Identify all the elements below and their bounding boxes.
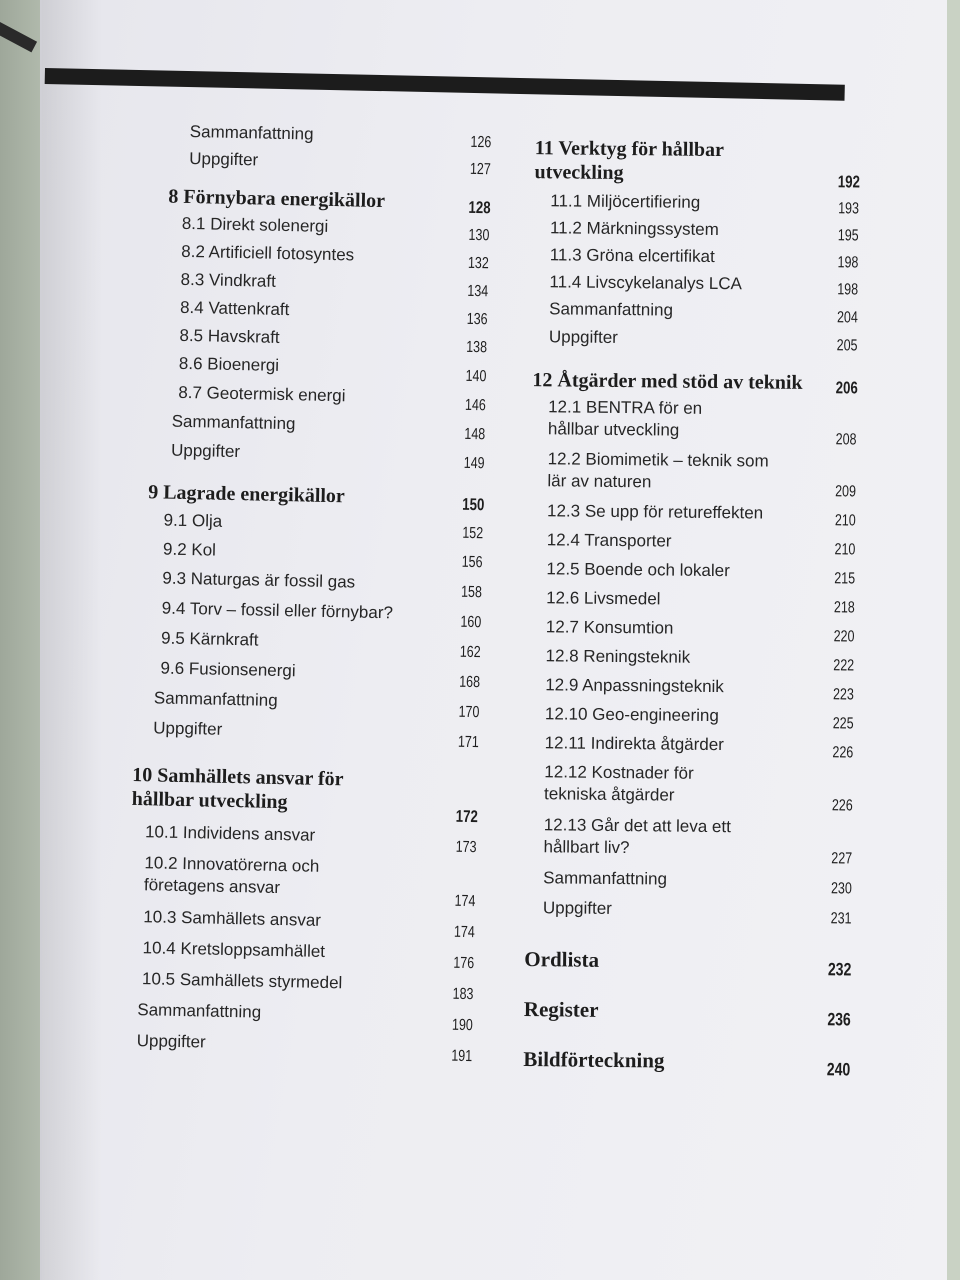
toc-entry-uppgifter (129, 717, 480, 754)
toc-entry-title: 8.4 Vattenkraft (179, 297, 290, 320)
toc-page-number: 236 (827, 1009, 851, 1030)
toc-entry-title: Uppgifter (548, 327, 618, 347)
toc-entry-title: 11.3 Gröna elcertifikat (549, 245, 715, 266)
toc-page-number: 215 (834, 570, 856, 588)
toc-page-number: 193 (838, 200, 860, 218)
toc-entry-title: 12.6 Livsmedel (546, 588, 661, 609)
toc-entry-title: 12 Åtgärder med stöd av teknik (532, 369, 803, 394)
toc-page-number: 190 (452, 1016, 474, 1035)
toc-page-number: 170 (458, 703, 480, 722)
toc-entry-title: 9.5 Kärnkraft (160, 628, 259, 650)
toc-entry-title: 8.5 Havskraft (179, 325, 280, 347)
toc-entry-title: 12.11 Indirekta åtgärder (544, 733, 724, 755)
toc-entry-title: 12.2 Biomimetik – teknik som lär av naturen (547, 449, 769, 492)
toc-right-column (515, 136, 860, 1080)
toc-page-number: 192 (837, 172, 860, 192)
toc-page-number: 140 (465, 367, 487, 386)
toc-entry-11-2-markningssystem (524, 217, 859, 248)
toc-page-number: 210 (835, 512, 857, 530)
toc-entry-title: 12.10 Geo-engineering (544, 704, 719, 726)
toc-entry-title: 9.1 Olja (163, 510, 223, 531)
toc-entry-title: 12.5 Boende och lokaler (546, 559, 730, 581)
toc-page-number: 132 (468, 254, 490, 273)
toc-entry-title: 11.2 Märkningssystem (549, 218, 719, 240)
toc-page-number: 227 (831, 850, 853, 868)
toc-entry-title: Uppgifter (189, 148, 259, 170)
toc-page-number: 174 (454, 923, 476, 942)
toc-page-number: 226 (832, 744, 854, 762)
toc-entry-title: 8 Förnybara energikällor (168, 185, 386, 213)
toc-page-number: 160 (460, 613, 482, 632)
toc-page-number: 168 (459, 673, 481, 692)
toc-page-number: 174 (454, 892, 476, 911)
toc-page-number: 150 (461, 494, 485, 515)
toc-entry-title: 8.2 Artificiell fotosyntes (181, 241, 355, 265)
toc-entry-title: 12.8 Reningsteknik (545, 646, 691, 667)
toc-page-number: 226 (832, 797, 854, 815)
toc-entry-title: 10 Samhällets ansvar för hållbar utveckling (131, 763, 344, 814)
toc-entry-title: 9.6 Fusionsenergi (160, 658, 296, 681)
toc-page-number: 138 (466, 338, 488, 357)
toc-entry-12-5-boende-och-lokaler (520, 558, 855, 591)
toc-page-number: 146 (465, 396, 487, 415)
toc-entry-title: 10.1 Individens ansvar (144, 822, 316, 845)
toc-entry-title: Sammanfattning (171, 411, 296, 434)
toc-entry-title: 12.12 Kostnader för tekniska åtgärder (544, 762, 694, 805)
toc-page-number: 172 (455, 806, 478, 827)
toc-entry-title: 12.3 Se upp för retureffekten (546, 501, 764, 523)
toc-entry-title: 12.7 Konsumtion (545, 617, 674, 638)
toc-entry-title: 9.4 Torv – fossil eller förnybar? (161, 598, 394, 623)
toc-entry-sammanfattning (523, 298, 858, 330)
toc-page-number: 156 (461, 553, 483, 572)
toc-page-number: 205 (836, 337, 858, 355)
toc-page-number: 176 (453, 954, 475, 973)
toc-page-number: 128 (467, 197, 491, 218)
toc-entry-title: 10.5 Samhällets styrmedel (141, 969, 343, 993)
toc-page-number: 173 (455, 838, 478, 857)
toc-entry-title: 12.13 Går det att leva ett hållbart liv? (543, 815, 732, 858)
toc-heading-11-verktyg-for-hallbar (524, 136, 860, 194)
toc-entry-12-7-konsumtion (520, 616, 855, 649)
toc-entry-12-1-bentra-for-en (522, 396, 858, 452)
toc-page-number: 171 (458, 733, 480, 752)
toc-entry-title: 8.3 Vindkraft (180, 269, 276, 291)
toc-entry-title: Sammanfattning (137, 1000, 262, 1022)
toc-page-number: 130 (468, 226, 490, 245)
toc-entry-11-3-grona-elcertifikat (524, 244, 859, 275)
toc-page-number: 134 (467, 282, 489, 301)
toc-page-number: 198 (837, 254, 859, 272)
toc-entry-title: Uppgifter (170, 440, 241, 462)
spine-shadow (42, 0, 102, 1280)
toc-page-number: 220 (833, 628, 855, 646)
toc-entry-title: 8.7 Geotermisk energi (178, 382, 346, 406)
toc-entry-title: Uppgifter (136, 1031, 206, 1052)
toc-entry-title: 10.4 Kretsloppsamhället (142, 938, 326, 962)
toc-entry-title: Ordlista (524, 947, 600, 972)
toc-entry-title: 8.6 Bioenergi (178, 353, 280, 375)
toc-page-number: 162 (459, 643, 482, 662)
toc-entry-12-3-se-upp-for-retureffekten (521, 500, 856, 533)
toc-page-number: 148 (464, 425, 486, 444)
toc-page-number: 232 (827, 959, 852, 980)
toc-entry-title: Sammanfattning (543, 868, 668, 889)
toc-entry-uppgifter (523, 326, 858, 358)
toc-entry-12-4-transporter (521, 529, 856, 562)
toc-heading-10-samhallets-ansvar-for (127, 763, 478, 828)
toc-page-number: 204 (837, 309, 859, 327)
toc-page-number: 225 (832, 715, 854, 733)
toc-entry-title: Uppgifter (153, 718, 223, 739)
toc-page-number: 136 (466, 310, 489, 329)
toc-heading-ordlista (516, 947, 851, 981)
toc-page-number: 152 (462, 524, 484, 543)
toc-entry-12-10-geo-engineering (519, 703, 854, 736)
toc-page-number: 149 (463, 454, 486, 473)
toc-entry-12-8-reningsteknik (519, 645, 854, 678)
toc-entry-title: Sammanfattning (189, 122, 314, 144)
toc-left-column (122, 120, 492, 1068)
toc-entry-12-11-indirekta-atgarder (518, 732, 853, 765)
toc-page-number: 210 (834, 541, 856, 559)
toc-entry-title: 12.4 Transporter (546, 530, 672, 551)
toc-entry-title: Sammanfattning (153, 688, 278, 710)
toc-entry-title: Uppgifter (542, 898, 612, 918)
toc-page-number: 198 (837, 281, 859, 299)
toc-entry-title: 9.2 Kol (162, 539, 217, 560)
toc-entry-title: 12.9 Anpassningsteknik (545, 675, 724, 697)
toc-entry-12-6-livsmedel (520, 587, 855, 620)
toc-entry-12-12-kostnader-for (518, 761, 854, 818)
toc-page-number: 195 (838, 227, 860, 245)
toc-entry-title: Sammanfattning (549, 299, 674, 320)
toc-page-number: 208 (835, 431, 857, 449)
toc-entry-12-2-biomimetik-teknik-som (521, 448, 857, 504)
toc-entry-title: Bildförteckning (523, 1047, 665, 1073)
toc-page-number: 127 (470, 160, 492, 179)
toc-entry-11-4-livscykelanalys-lca (523, 271, 858, 302)
toc-entry-12-9-anpassningsteknik (519, 674, 854, 707)
toc-heading-bildforteckning (515, 1047, 850, 1081)
toc-entry-11-1-miljocertifiering (524, 190, 859, 221)
toc-entry-uppgifter (135, 439, 486, 475)
toc-page-number: 191 (451, 1047, 473, 1066)
toc-entry-sammanfattning (517, 867, 852, 901)
toc-entry-title: 10.3 Samhällets ansvar (143, 907, 322, 930)
toc-entry-title: 9.3 Naturgas är fossil gas (162, 568, 356, 592)
toc-entry-title: 8.1 Direkt solenergi (181, 213, 329, 236)
toc-page-number: 126 (470, 133, 492, 152)
toc-page-number: 209 (835, 483, 857, 501)
toc-entry-title: 11.1 Miljöcertifiering (550, 191, 701, 212)
toc-entry-10-2-innovatorerna-och (126, 852, 477, 913)
toc-page-number: 240 (826, 1059, 851, 1080)
toc-page-number: 223 (833, 686, 855, 704)
toc-page-number: 230 (831, 880, 853, 898)
toc-page-number: 222 (833, 657, 855, 675)
toc-entry-title: 9 Lagrade energikällor (147, 481, 346, 508)
toc-entry-title: 11.4 Livscykelanalys LCA (549, 272, 743, 294)
toc-heading-register (516, 997, 851, 1031)
toc-entry-title: 11 Verktyg för hållbar utveckling (534, 137, 725, 185)
toc-page-number: 158 (461, 583, 483, 602)
toc-heading-12-atgarder-med-stod-av-teknik (522, 368, 857, 400)
toc-entry-title: 12.1 BENTRA för en hållbar utveckling (547, 397, 703, 440)
toc-page-number: 206 (835, 378, 858, 398)
toc-page-number: 183 (452, 985, 474, 1004)
toc-page-number: 231 (830, 910, 852, 928)
toc-entry-title: Register (523, 997, 599, 1022)
toc-entry-uppgifter (517, 897, 852, 931)
toc-entry-12-13-gar-det-att-leva-ett (517, 814, 853, 871)
toc-page-number: 218 (834, 599, 856, 617)
toc-entry-title: 10.2 Innovatörerna och företagens ansvar (143, 853, 320, 898)
